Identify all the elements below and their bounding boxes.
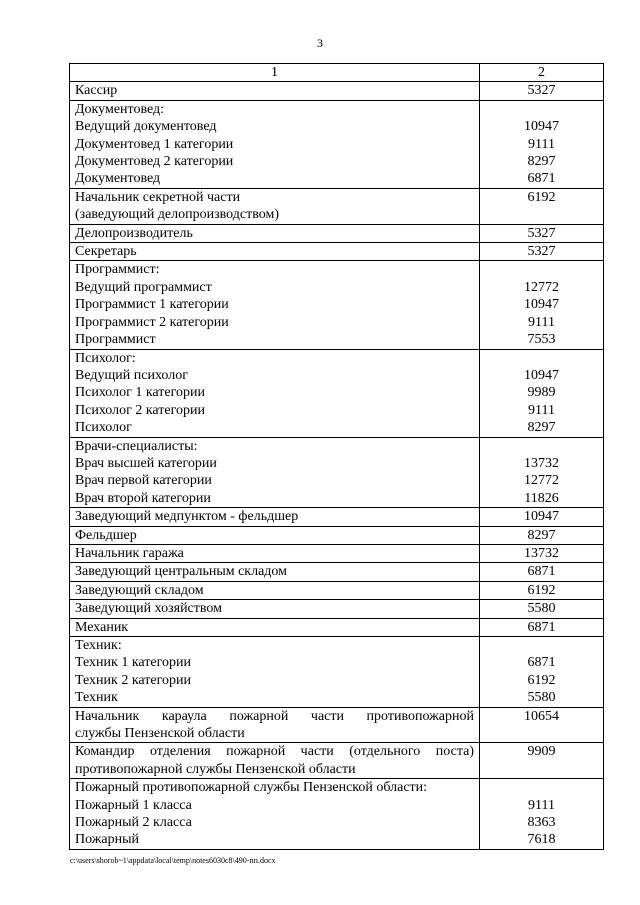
position-cell [70,224,480,242]
salary-cell [480,600,604,618]
position-cell [70,508,480,526]
position-line: Секретарь [75,244,137,260]
position-line: Фельдшер [75,527,137,543]
salary-value: 5327 [527,83,556,99]
salary-value: 8297 [527,420,556,436]
position-cell [70,100,480,188]
position-line: противопожарной службы Пензенской области [75,761,356,777]
position-line: Ведущий документовед [75,119,217,135]
table-row [70,437,604,508]
position-line: Документовед 1 категории [75,136,234,152]
salary-value: 12772 [524,473,559,489]
table-row [70,563,604,581]
position-cell [70,600,480,618]
table-row [70,526,604,544]
salary-value: 9989 [527,385,556,401]
salary-value: 9909 [527,744,556,760]
table-row [70,224,604,242]
position-line: Заведующий центральным складом [75,564,288,580]
position-line: Психолог: [75,350,136,366]
salary-value: 7553 [527,332,556,348]
position-line: Пожарный [75,832,140,848]
table-row [70,508,604,526]
position-line: Заведующий хозяйством [75,601,222,617]
position-line: Техник [75,690,118,706]
position-line: Документовед [75,171,161,187]
table-row [70,707,604,743]
position-line: Психолог 1 категории [75,385,205,401]
salary-value: 6871 [527,619,556,635]
salary-value [485,761,598,778]
position-cell [70,581,480,599]
salary-value [485,725,598,742]
salary-value [485,438,598,455]
position-line: Документовед: [75,101,165,117]
position-line: Программист: [75,262,160,278]
salary-value: 6192 [527,189,556,205]
position-cell [70,437,480,508]
salary-value: 6871 [527,655,556,671]
position-cell [70,526,480,544]
salary-value: 9111 [528,402,555,418]
salary-value [485,261,598,278]
position-line: Психолог [75,420,132,436]
header-col2: 2 [480,64,604,82]
position-line: Программист [75,332,156,348]
table-row [70,600,604,618]
table-row [70,743,604,779]
salary-value: 10654 [524,708,559,724]
salary-value [485,779,598,796]
position-line: Врач первой категории [75,473,212,489]
position-cell [70,188,480,224]
page-number: 3 [317,36,323,50]
table-row [70,581,604,599]
position-cell [70,618,480,636]
salary-value: 9111 [528,136,555,152]
position-cell [70,261,480,349]
position-line: Техник 2 категории [75,672,191,688]
position-line: Врачи-специалисты: [75,438,198,454]
salary-value: 10947 [524,297,559,313]
position-line: Техник: [75,638,122,653]
position-line: Кассир [75,83,118,99]
position-cell [70,707,480,743]
salary-value: 10947 [524,509,559,525]
table-row [70,261,604,349]
position-cell [70,743,480,779]
salary-value: 5327 [527,244,556,260]
salary-cell [480,100,604,188]
position-line: Документовед 2 категории [75,154,234,170]
header-col1: 1 [70,64,480,82]
position-line: Начальник гаража [75,545,184,561]
table-header-row [70,64,604,82]
salary-cell [480,82,604,100]
table-row [70,779,604,850]
position-cell [70,349,480,437]
table-row [70,349,604,437]
position-line: Врач высшей категории [75,455,217,471]
salary-value: 10947 [524,119,559,135]
position-cell [70,637,480,708]
salary-value: 5580 [527,601,556,617]
position-line: Программист 1 категории [75,297,229,313]
position-cell [70,544,480,562]
salary-value: 9111 [528,797,555,813]
position-cell [70,82,480,100]
salary-value: 8297 [527,527,556,543]
position-line: Пожарный 1 класса [75,797,192,813]
salary-cell [480,526,604,544]
position-line: Техник 1 категории [75,655,191,671]
position-cell [70,243,480,261]
salary-value: 6192 [527,672,556,688]
table-row [70,188,604,224]
salary-value [485,101,598,118]
salary-value: 6871 [527,171,556,187]
salary-cell [480,349,604,437]
salary-value: 10947 [524,367,559,383]
table-row [70,82,604,100]
salary-value: 13732 [524,455,559,471]
position-line: Ведущий программист [75,279,212,295]
position-line: Механик [75,619,129,635]
position-line: Пожарный противопожарной службы Пензенской области: [75,780,428,796]
salary-value: 13732 [524,545,559,561]
salary-cell [480,637,604,708]
salary-value: 5580 [527,690,556,706]
position-cell [70,563,480,581]
position-line: Командир отделения пожарной части (отдельного поста) [75,744,474,760]
position-line: Заведующий складом [75,582,204,598]
salary-value: 8363 [527,815,556,831]
salary-value [485,206,598,223]
salary-value: 6871 [527,564,556,580]
salary-value: 7618 [527,832,556,848]
salary-cell [480,779,604,850]
position-line: Программист 2 категории [75,314,229,330]
salary-cell [480,581,604,599]
salary-cell [480,188,604,224]
salary-cell [480,743,604,779]
salary-value: 12772 [524,279,559,295]
salary-cell [480,618,604,636]
position-line: Психолог 2 категории [75,402,205,418]
position-line: (заведующий делопроизводством) [75,207,279,223]
salary-cell [480,243,604,261]
salary-cell [480,707,604,743]
position-line: Врач второй категории [75,490,211,506]
salary-value: 9111 [528,314,555,330]
position-line: Ведущий психолог [75,367,188,383]
position-line: Заведующий медпунктом - фельдшер [75,509,299,525]
salary-value [485,350,598,367]
position-line: Делопроизводитель [75,225,193,241]
salary-table [69,63,604,850]
salary-value: 8297 [527,154,556,170]
position-line: Начальник караула пожарной части противопожарной [75,708,474,724]
table-row [70,637,604,708]
position-line: службы Пензенской области [75,726,245,742]
position-cell [70,779,480,850]
salary-cell [480,508,604,526]
salary-cell [480,437,604,508]
salary-value: 5327 [527,225,556,241]
table-row [70,544,604,562]
file-path-footer: c:\users\shorob~1\appdata\local\temp\notes6030c8\490-пп.docx [70,856,276,865]
table-row [70,243,604,261]
salary-cell [480,224,604,242]
salary-cell [480,563,604,581]
salary-value: 6192 [527,582,556,598]
salary-value: 11826 [524,490,559,506]
table-row [70,618,604,636]
position-line: Начальник секретной части [75,189,241,205]
position-line: Пожарный 2 класса [75,815,192,831]
salary-cell [480,544,604,562]
table-row [70,100,604,188]
salary-cell [480,261,604,349]
salary-value [485,637,598,654]
